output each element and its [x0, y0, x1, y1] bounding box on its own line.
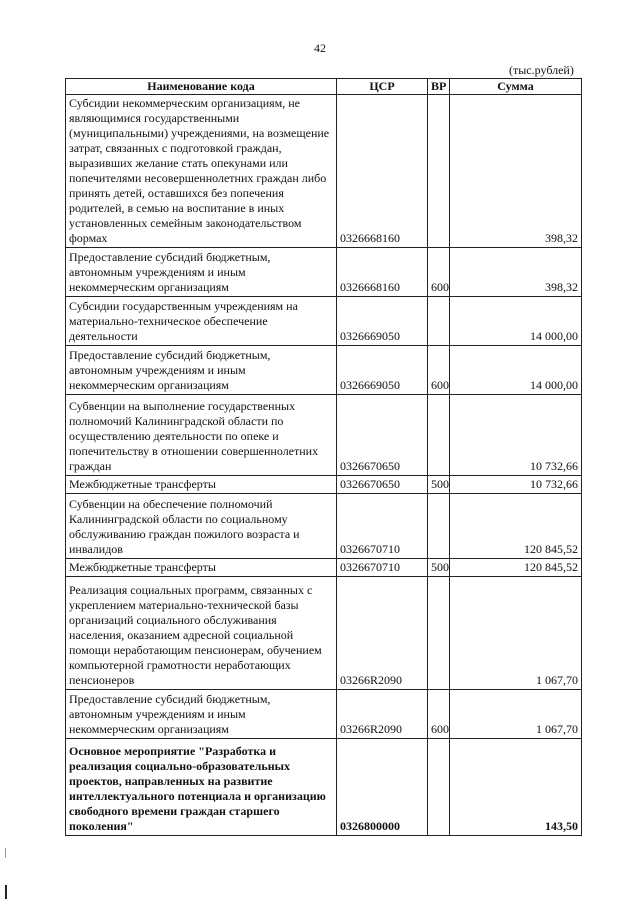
row-code: 0326800000: [337, 739, 428, 836]
row-sum: 120 845,52: [450, 559, 582, 577]
row-vr: 600: [428, 690, 450, 739]
row-code: 0326669050: [337, 346, 428, 395]
table-row: [66, 559, 582, 577]
row-name: Субсидии некоммерческим организациям, не являющимися государственными (муниципальными) учреждениями, на возмещение затрат, связанных с подготовкой граждан, выразивших желание стать опекунами или попечителями несовершеннолетних граждан либо принять детей, оставшихся без попечения родителей, в семью на воспитание в иных установленных семейным законодательством формах: [66, 95, 337, 248]
table-row: [66, 297, 582, 346]
table-row: [66, 739, 582, 836]
table-row: [66, 395, 582, 476]
row-name: Субвенции на выполнение государственных полномочий Калининградской области по осуществлению деятельности по опеке и попечительству в отношении совершеннолетних граждан: [66, 395, 337, 476]
row-vr: 600: [428, 346, 450, 395]
margin-tick-mark: [5, 848, 6, 858]
row-sum: 120 845,52: [450, 494, 582, 559]
row-name: Межбюджетные трансферты: [66, 476, 337, 494]
row-sum: 398,32: [450, 95, 582, 248]
row-code: 0326670710: [337, 494, 428, 559]
row-sum: 398,32: [450, 248, 582, 297]
row-sum: 10 732,66: [450, 395, 582, 476]
row-name: Предоставление субсидий бюджетным, автономным учреждениям и иным некоммерческим организациям: [66, 346, 337, 395]
row-sum: 1 067,70: [450, 577, 582, 690]
row-sum: 14 000,00: [450, 346, 582, 395]
row-code: 0326669050: [337, 297, 428, 346]
table-row: [66, 690, 582, 739]
row-vr: 500: [428, 559, 450, 577]
row-code: 0326670650: [337, 476, 428, 494]
row-name: Межбюджетные трансферты: [66, 559, 337, 577]
table-header-row: [66, 79, 582, 95]
margin-mark: [5, 885, 7, 899]
table-row: [66, 248, 582, 297]
table-row: [66, 476, 582, 494]
row-name: Основное мероприятие "Разработка и реализация социально-образовательных проектов, направленных на развитие интеллектуального потенциала и организацию свободного времени граждан старшего поколения": [66, 739, 337, 836]
row-name: Реализация социальных программ, связанных с укреплением материально-технической базы организаций социального обслуживания населения, оказанием адресной социальной помощи неработающим пенсионерам, обучением компьютерной грамотности неработающих пенсионеров: [66, 577, 337, 690]
units-label: (тыс.рублей): [509, 63, 574, 77]
row-vr: 500: [428, 476, 450, 494]
row-code: 0326670650: [337, 395, 428, 476]
header-vr: ВР: [428, 79, 450, 95]
row-code: 0326670710: [337, 559, 428, 577]
row-vr: [428, 739, 450, 836]
row-code: 03266R2090: [337, 690, 428, 739]
row-vr: 600: [428, 248, 450, 297]
row-vr: [428, 577, 450, 690]
page-number: 42: [314, 41, 326, 55]
row-sum: 14 000,00: [450, 297, 582, 346]
header-sum: Сумма: [450, 79, 582, 95]
row-code: 03266R2090: [337, 577, 428, 690]
table-row: [66, 577, 582, 690]
row-name: Предоставление субсидий бюджетным, автономным учреждениям и иным некоммерческим организациям: [66, 690, 337, 739]
row-name: Субсидии государственным учреждениям на материально-техническое обеспечение деятельности: [66, 297, 337, 346]
row-sum: 1 067,70: [450, 690, 582, 739]
row-name: Субвенции на обеспечение полномочий Калининградской области по социальному обслуживанию граждан пожилого возраста и инвалидов: [66, 494, 337, 559]
budget-table: [65, 78, 582, 836]
row-vr: [428, 297, 450, 346]
row-code: 0326668160: [337, 248, 428, 297]
row-vr: [428, 95, 450, 248]
row-vr: [428, 494, 450, 559]
row-sum: 10 732,66: [450, 476, 582, 494]
table-row: [66, 494, 582, 559]
row-vr: [428, 395, 450, 476]
header-name: Наименование кода: [66, 79, 337, 95]
header-code: ЦСР: [337, 79, 428, 95]
table-row: [66, 95, 582, 248]
row-code: 0326668160: [337, 95, 428, 248]
row-sum: 143,50: [450, 739, 582, 836]
table-row: [66, 346, 582, 395]
row-name: Предоставление субсидий бюджетным, автономным учреждениям и иным некоммерческим организациям: [66, 248, 337, 297]
